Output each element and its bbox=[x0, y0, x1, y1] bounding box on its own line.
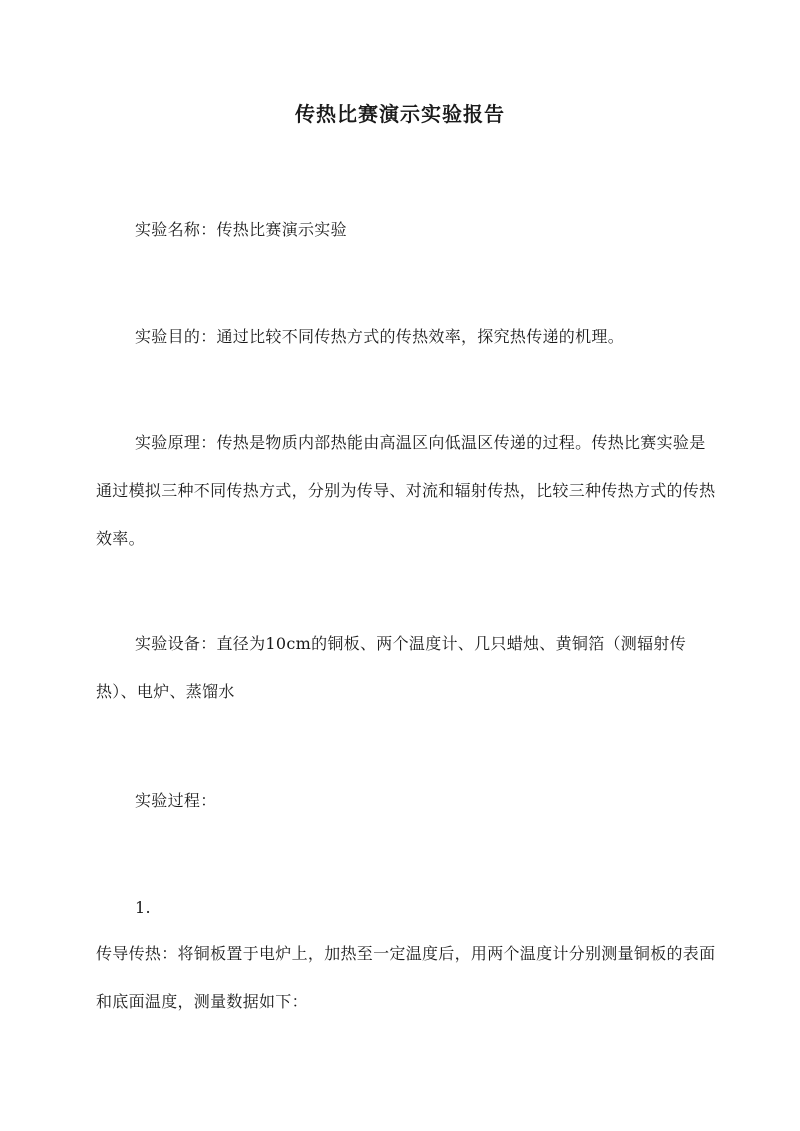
document-title: 传热比赛演示实验报告 bbox=[295, 102, 505, 126]
step-number: 1. bbox=[135, 898, 151, 917]
experiment-equipment-paragraph: 实验设备：直径为10cm的铜板、两个温度计、几只蜡烛、黄铜箔（测辐射传热）、电炉、蒸馏水 bbox=[96, 634, 686, 701]
experiment-goal-paragraph: 实验目的：通过比较不同传热方式的传热效率，探究热传递的机理。 bbox=[135, 327, 625, 346]
experiment-name-paragraph: 实验名称：传热比赛演示实验 bbox=[135, 220, 347, 239]
experiment-process-heading: 实验过程： bbox=[135, 791, 217, 810]
step-conduction-paragraph: 传导传热：将铜板置于电炉上，加热至一定温度后，用两个温度计分别测量铜板的表面和底面温度，测量数据如下： bbox=[96, 944, 716, 1011]
experiment-principle-paragraph: 实验原理：传热是物质内部热能由高温区向低温区传递的过程。传热比赛实验是通过模拟三种不同传热方式，分别为传导、对流和辐射传热，比较三种传热方式的传热效率。 bbox=[96, 433, 716, 548]
